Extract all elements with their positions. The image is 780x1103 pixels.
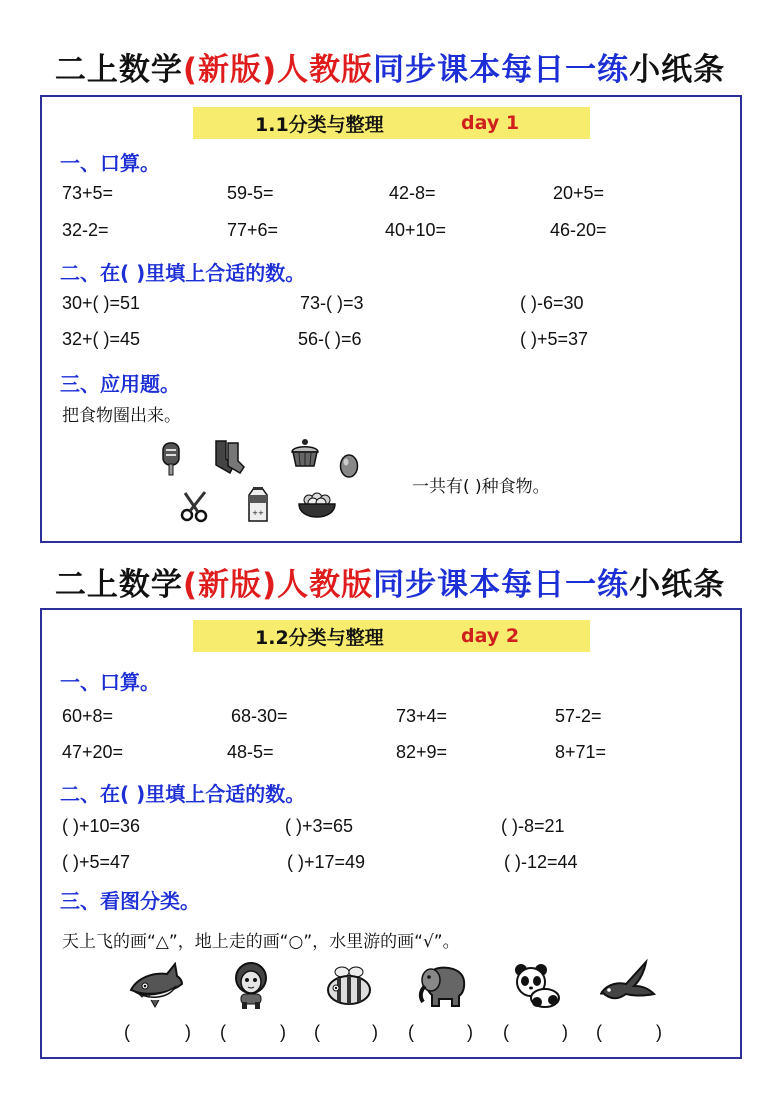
egg-icon (339, 453, 359, 479)
section-fill-blank: 二、在( )里填上合适的数。 (60, 782, 306, 806)
svg-text:++: ++ (252, 509, 264, 517)
socks-icon (212, 439, 246, 475)
day-label: day 2 (461, 625, 520, 647)
section-oral-calc: 一、口算。 (60, 151, 160, 175)
cupcake-icon (289, 437, 321, 469)
answer-bracket: ( (124, 1022, 130, 1042)
elephant-icon (415, 962, 469, 1008)
lesson-title: 1.1分类与整理 (255, 113, 384, 136)
calc-item: 42-8= (389, 183, 436, 203)
dumplings-bowl-icon (297, 489, 337, 519)
calc-item: 73+4= (396, 706, 448, 726)
answer-bracket: ( (408, 1022, 414, 1042)
section-fill-blank: 二、在( )里填上合适的数。 (60, 261, 306, 285)
shark-icon (127, 962, 183, 1008)
instruction-text: 把食物圈出来。 (62, 406, 181, 426)
milk-carton-icon (245, 485, 271, 523)
worksheet-title-2: 二上数学(新版)人教版同步课本每日一练小纸条 (54, 567, 726, 603)
panda-icon (509, 962, 561, 1008)
fill-item: ( )+3=65 (285, 816, 354, 836)
calc-item: 59-5= (227, 183, 274, 203)
calc-item: 48-5= (227, 742, 274, 762)
fill-item: ( )+5=47 (62, 852, 131, 872)
answer-bracket: ) (372, 1022, 378, 1042)
answer-bracket: ( (596, 1022, 602, 1042)
answer-text: 一共有( )种食物。 (412, 477, 550, 497)
answer-bracket: ( (220, 1022, 226, 1042)
answer-bracket: ) (562, 1022, 568, 1042)
answer-bracket: ) (280, 1022, 286, 1042)
answer-bracket: ) (656, 1022, 662, 1042)
calc-item: 20+5= (553, 183, 605, 203)
fill-item: 30+( )=51 (62, 293, 141, 313)
calc-item: 8+71= (555, 742, 607, 762)
exercise-card-1 (40, 95, 742, 543)
calc-item: 73+5= (62, 183, 114, 203)
calc-item: 57-2= (555, 706, 602, 726)
bee-icon (324, 964, 374, 1006)
fill-item: ( )-12=44 (504, 852, 578, 872)
fill-item: 73-( )=3 (300, 293, 364, 313)
calc-item: 40+10= (385, 220, 447, 240)
scissors-icon (179, 489, 211, 523)
answer-bracket: ) (467, 1022, 473, 1042)
calc-item: 68-30= (231, 706, 288, 726)
worksheet-title-1: 二上数学(新版)人教版同步课本每日一练小纸条 (54, 52, 726, 88)
answer-bracket: ) (185, 1022, 191, 1042)
fill-item: ( )-8=21 (501, 816, 565, 836)
exercise-card-2 (40, 608, 742, 1059)
calc-item: 47+20= (62, 742, 124, 762)
lesson-title: 1.2分类与整理 (255, 626, 384, 649)
lesson-banner-2 (193, 620, 590, 652)
answer-bracket: ( (314, 1022, 320, 1042)
popsicle-icon (160, 441, 182, 477)
calc-item: 60+8= (62, 706, 114, 726)
day-label: day 1 (461, 112, 520, 134)
fill-item: 32+( )=45 (62, 329, 141, 349)
answer-bracket: ( (503, 1022, 509, 1042)
calc-item: 82+9= (396, 742, 448, 762)
sheep-icon (229, 960, 273, 1010)
instruction-text: 天上飞的画“△”，地上走的画“○”，水里游的画“√”。 (62, 932, 460, 952)
bird-icon (600, 958, 658, 1004)
lesson-banner-1 (193, 107, 590, 139)
fill-item: ( )+5=37 (520, 329, 589, 349)
section-oral-calc: 一、口算。 (60, 670, 160, 694)
fill-item: ( )+10=36 (62, 816, 141, 836)
calc-item: 77+6= (227, 220, 279, 240)
calc-item: 32-2= (62, 220, 109, 240)
fill-item: ( )-6=30 (520, 293, 584, 313)
section-word-problem: 三、应用题。 (60, 372, 180, 396)
fill-item: 56-( )=6 (298, 329, 362, 349)
fill-item: ( )+17=49 (287, 852, 366, 872)
calc-item: 46-20= (550, 220, 607, 240)
section-classify-pictures: 三、看图分类。 (60, 889, 200, 913)
